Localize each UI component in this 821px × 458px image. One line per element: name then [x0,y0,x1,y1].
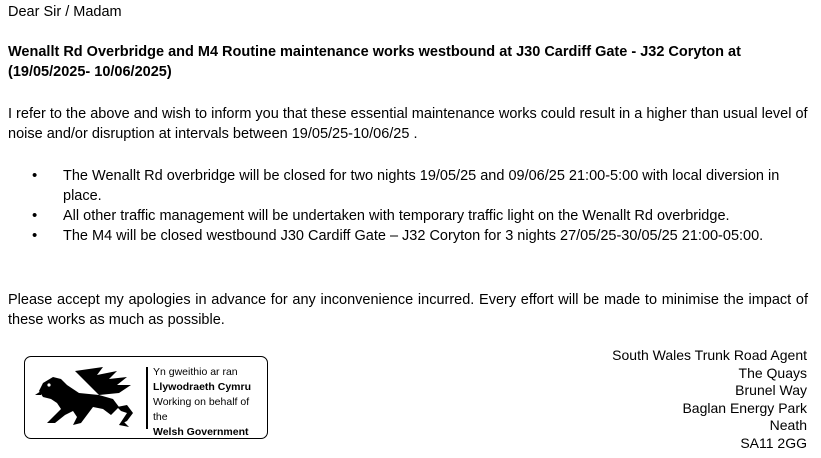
logo-divider [146,367,148,429]
works-list-item: • The Wenallt Rd overbridge will be closed for two nights 19/05/25 and 09/06/25 21:00-5:00 with local diversion in place. [8,166,813,206]
address-line: Baglan Energy Park [682,399,807,416]
dragon-icon [33,365,141,431]
closing-paragraph: Please accept my apologies in advance for any inconvenience incurred. Every effort will be made to minimise the impact of these works as much as possible. [8,292,808,328]
logo-welsh-line2: Llywodraeth Cymru [153,381,252,393]
address-line: Brunel Way [735,382,807,398]
subject-heading: Wenallt Rd Overbridge and M4 Routine maintenance works westbound at J30 Cardiff Gate - J32 Coryton at (19/05/2025- 10/06/2025) [8,44,741,80]
salutation: Dear Sir / Madam [8,4,122,20]
logo-text [153,365,265,440]
address-line: South Wales Trunk Road Agent [612,347,807,363]
address-line: The Quays [738,364,807,381]
welsh-government-logo [24,356,268,439]
logo-english-line1: Working on behalf of the [153,396,250,423]
works-list [8,166,813,246]
logo-english-line2: Welsh Government [153,426,249,438]
works-list-item: • All other traffic management will be undertaken with temporary traffic light on the Wenallt Rd overbridge. [8,206,813,226]
logo-welsh-line1: Yn gweithio ar ran [153,366,238,378]
address-line: Neath [769,417,807,433]
works-list-item: • The M4 will be closed westbound J30 Cardiff Gate – J32 Coryton for 3 nights 27/05/25-30/05/25 21:00-05:00. [8,226,813,246]
address-line: SA11 2GG [740,434,807,451]
sender-address [612,347,807,452]
intro-paragraph: I refer to the above and wish to inform you that these essential maintenance works could result in a higher than usual level of noise and/or disruption at intervals between 19/05/25-10/06/25 . [8,106,808,142]
